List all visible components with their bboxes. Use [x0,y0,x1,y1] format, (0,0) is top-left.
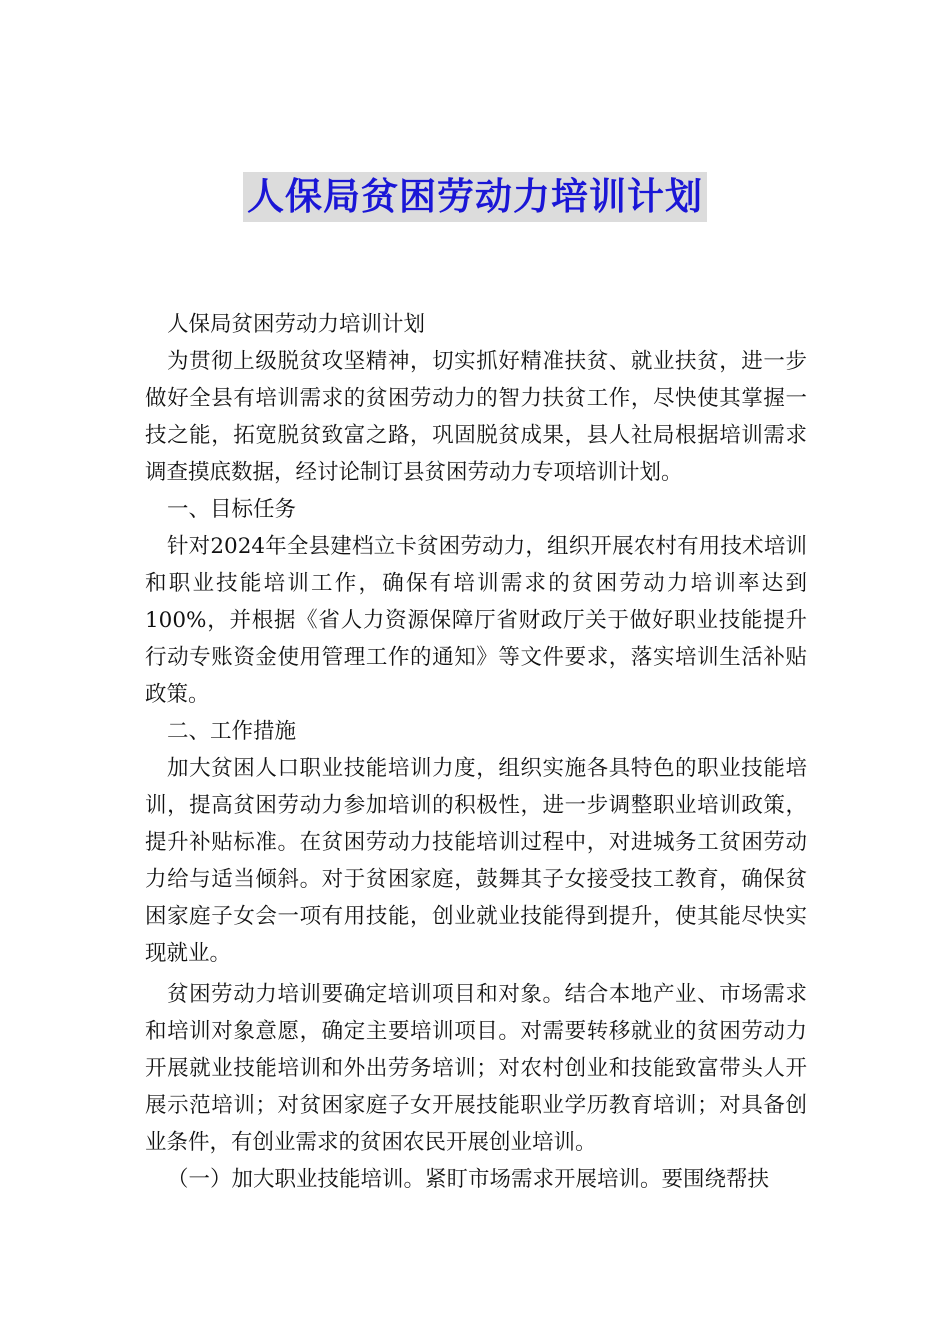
subtitle-paragraph: 人保局贫困劳动力培训计划 [167,312,426,337]
measures-paragraph-3: （一）加大职业技能培训。紧盯市场需求开展培训。要围绕帮扶 [167,1167,770,1192]
title-block [0,172,950,222]
goals-paragraph: 针对2024年全县建档立卡贫困劳动力，组织开展农村有用技术培训和职业技能培训工作，确保有培训需求的贫困劳动力培训率达到100%，并根据《省人力资源保障厅省财政厅关于做好职业技能提升行动专账资金使用管理工作的通知》等文件要求，落实培训生活补贴政策。 [145,534,807,707]
section-heading-goals: 一、目标任务 [167,497,297,522]
measures-paragraph-1: 加大贫困人口职业技能培训力度，组织实施各具特色的职业技能培训，提高贫困劳动力参加培训的积极性，进一步调整职业培训政策，提升补贴标准。在贫困劳动力技能培训过程中，对进城务工贫困劳动力给与适当倾斜。对于贫困家庭，鼓舞其子女接受技工教育，确保贫困家庭子女会一项有用技能，创业就业技能得到提升，使其能尽快实现就业。 [145,756,807,966]
intro-paragraph: 为贯彻上级脱贫攻坚精神，切实抓好精准扶贫、就业扶贫，进一步做好全县有培训需求的贫困劳动力的智力扶贫工作，尽快使其掌握一技之能，拓宽脱贫致富之路，巩固脱贫成果，县人社局根据培训需求调查摸底数据，经讨论制订县贫困劳动力专项培训计划。 [145,349,807,485]
measures-paragraph-2: 贫困劳动力培训要确定培训项目和对象。结合本地产业、市场需求和培训对象意愿，确定主要培训项目。对需要转移就业的贫困劳动力开展就业技能培训和外出劳务培训；对农村创业和技能致富带头人开展示范培训；对贫困家庭子女开展技能职业学历教育培训；对具备创业条件，有创业需求的贫困农民开展创业培训。 [145,982,807,1155]
section-heading-measures: 二、工作措施 [167,719,297,744]
document-body [145,306,807,1198]
document-title: 人保局贫困劳动力培训计划 [243,172,707,222]
